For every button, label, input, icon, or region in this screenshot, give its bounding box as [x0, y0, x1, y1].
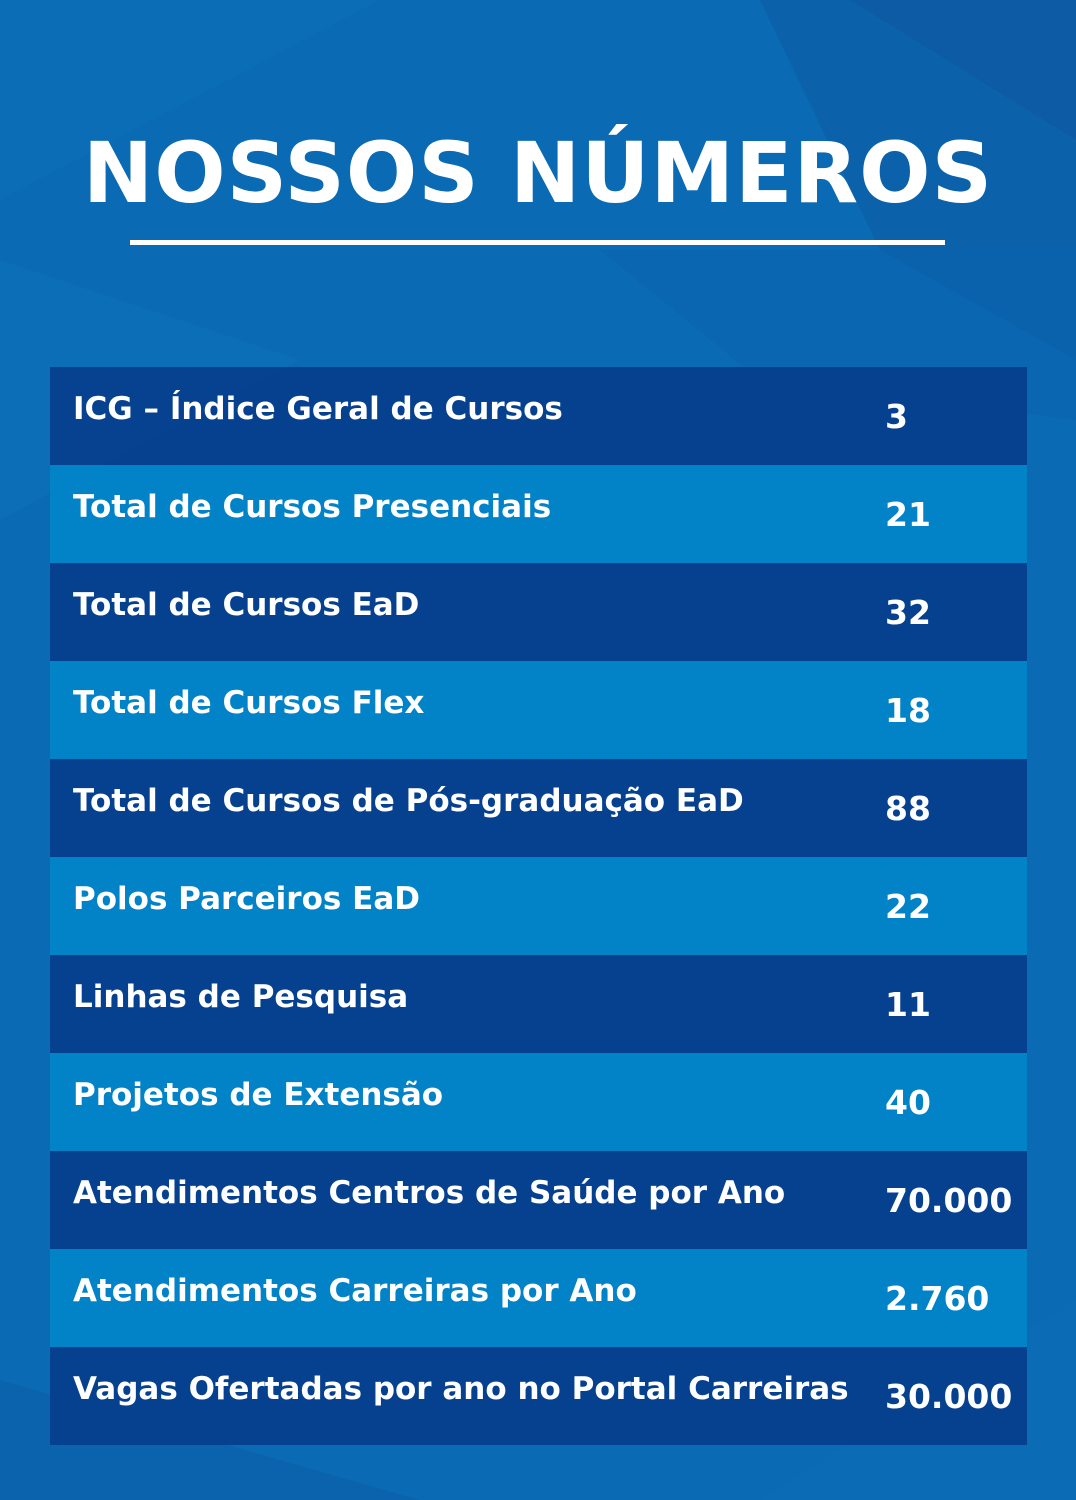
stat-row-vagas-ofertadas	[50, 1347, 1027, 1445]
stat-value: 3	[885, 397, 908, 436]
stat-label: Total de Cursos Presenciais	[73, 489, 552, 525]
stat-row-projetos-extensao	[50, 1053, 1027, 1151]
stat-row-linhas-pesquisa	[50, 955, 1027, 1053]
stat-row-pos-graduacao	[50, 759, 1027, 857]
stat-value: 18	[885, 691, 931, 730]
stat-row-centros-saude	[50, 1151, 1027, 1249]
stat-value: 40	[885, 1083, 931, 1122]
stat-row-cursos-ead	[50, 563, 1027, 661]
stat-value: 21	[885, 495, 931, 534]
stat-value: 70.000	[885, 1181, 1013, 1220]
stat-value: 2.760	[885, 1279, 990, 1318]
stats-table	[50, 367, 1027, 1445]
stat-value: 88	[885, 789, 931, 828]
stat-label: Atendimentos Carreiras por Ano	[73, 1273, 637, 1309]
stat-label: Polos Parceiros EaD	[73, 881, 420, 917]
stat-label: ICG – Índice Geral de Cursos	[73, 391, 563, 427]
stat-row-icg	[50, 367, 1027, 465]
stat-label: Atendimentos Centros de Saúde por Ano	[73, 1175, 786, 1211]
stat-label: Total de Cursos de Pós-graduação EaD	[73, 783, 744, 819]
stat-row-cursos-flex	[50, 661, 1027, 759]
stat-label: Total de Cursos EaD	[73, 587, 420, 623]
stat-label: Vagas Ofertadas por ano no Portal Carreiras	[73, 1371, 849, 1407]
stat-value: 22	[885, 887, 931, 926]
stat-value: 30.000	[885, 1377, 1013, 1416]
stat-label: Linhas de Pesquisa	[73, 979, 409, 1015]
title-underline	[130, 240, 945, 245]
stat-value: 11	[885, 985, 931, 1024]
stat-label: Projetos de Extensão	[73, 1077, 444, 1113]
page-title: NOSSOS NÚMEROS	[82, 124, 994, 222]
stat-label: Total de Cursos Flex	[73, 685, 425, 721]
stat-row-carreiras	[50, 1249, 1027, 1347]
stat-row-polos-parceiros	[50, 857, 1027, 955]
stat-value: 32	[885, 593, 931, 632]
stat-row-cursos-presenciais	[50, 465, 1027, 563]
